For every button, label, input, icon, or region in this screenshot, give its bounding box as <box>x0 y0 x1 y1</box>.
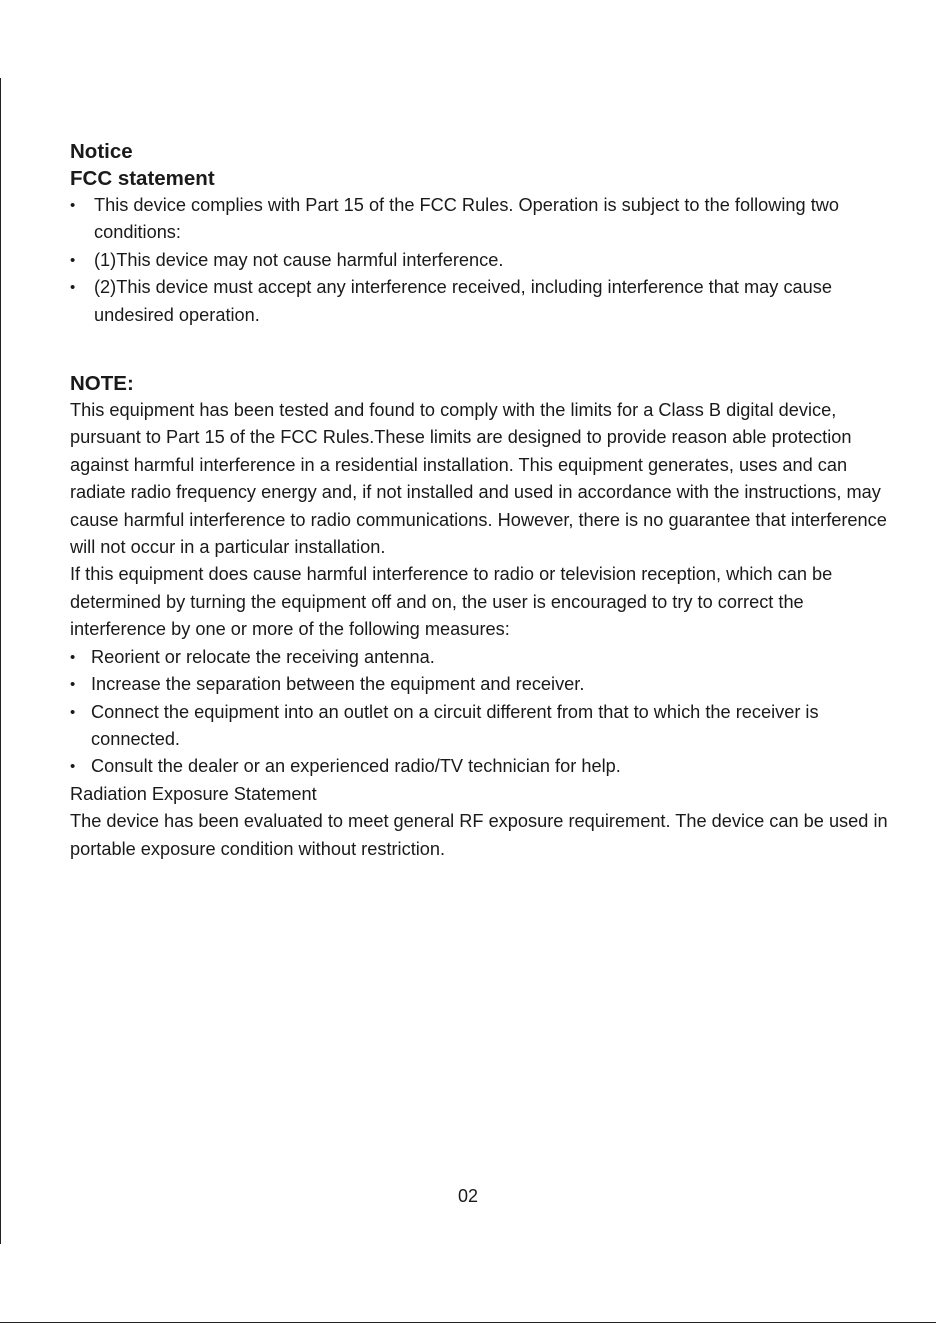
list-item <box>70 671 890 698</box>
note-paragraph: If this equipment does cause harmful interference to radio or television reception, which can be determined by turning the equipment off and on, the user is encouraged to try to correct the interference by one or more of the following measures: <box>70 564 833 640</box>
measure-text: Consult the dealer or an experienced radio/TV technician for help. <box>91 756 621 777</box>
measures-list <box>70 644 890 781</box>
bullet-icon: • <box>70 197 76 214</box>
bullet-icon: • <box>70 279 76 297</box>
fcc-conditions-list <box>70 192 890 329</box>
fcc-condition-text: This device complies with Part 15 of the FCC Rules. Operation is subject to the following two conditions: <box>94 195 840 243</box>
bullet-icon: • <box>70 648 76 666</box>
list-item <box>70 274 890 329</box>
bullet-icon: • <box>70 251 76 269</box>
list-item <box>70 192 890 247</box>
list-item <box>70 644 890 671</box>
bullet-icon: • <box>70 758 76 776</box>
bullet-icon: • <box>70 703 76 721</box>
section-spacer <box>70 329 890 370</box>
left-margin-rule <box>0 78 1 1244</box>
notice-heading: Notice <box>70 140 133 163</box>
fcc-condition-text: (1)This device may not cause harmful interference. <box>94 249 504 270</box>
measure-text: Connect the equipment into an outlet on a circuit different from that to which the receiver is connected. <box>91 701 819 749</box>
list-item <box>70 753 890 780</box>
measure-text: Increase the separation between the equipment and receiver. <box>91 674 585 695</box>
note-heading: NOTE: <box>70 372 134 396</box>
bottom-margin-rule <box>0 1322 936 1323</box>
page-number: 02 <box>457 1186 479 1206</box>
list-item <box>70 247 890 274</box>
radiation-exposure-heading: Radiation Exposure Statement <box>70 783 317 804</box>
bullet-icon: • <box>70 676 76 694</box>
measure-text: Reorient or relocate the receiving antenna. <box>91 646 435 667</box>
note-paragraph: This equipment has been tested and found to comply with the limits for a Class B digital device, pursuant to Part 15 of the FCC Rules.These limits are designed to provide reason able protection against harmful interference in a residential installation. This equipment generates, uses and can radiate radio frequency energy and, if not installed and used in accordance with the instructions, may cause harmful interference to radio communications. However, there is no guarantee that interference will not occur in a particular installation. <box>70 400 887 558</box>
radiation-exposure-text: The device has been evaluated to meet general RF exposure requirement. The device can be used in portable exposure condition without restriction. <box>70 811 888 859</box>
list-item <box>70 699 890 754</box>
document-body <box>70 138 890 863</box>
fcc-statement-heading: FCC statement <box>70 167 215 190</box>
fcc-condition-text: (2)This device must accept any interference received, including interference that may cause undesired operation. <box>94 277 832 325</box>
